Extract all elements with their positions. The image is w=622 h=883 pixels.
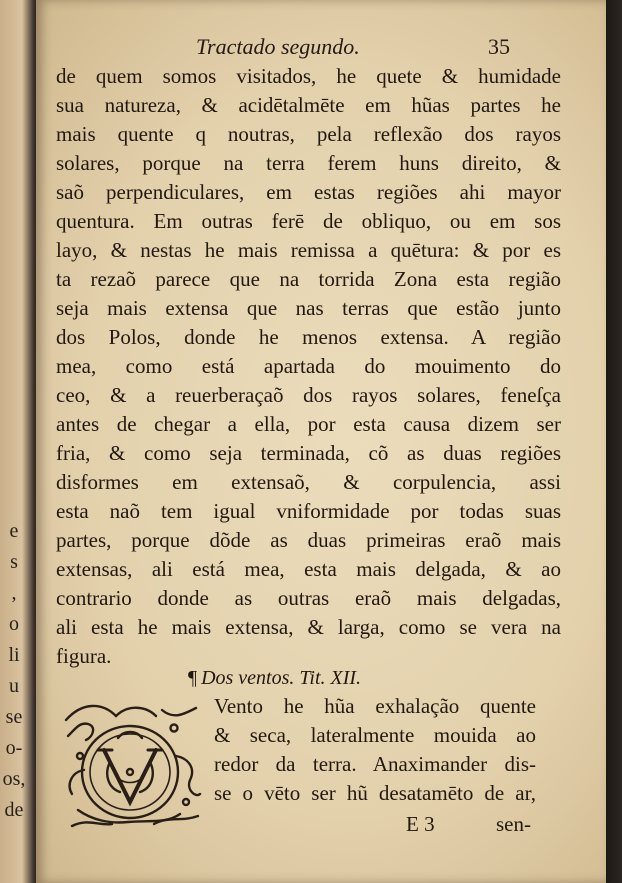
margin-fragment: li	[8, 644, 20, 666]
text-line: redor da terra. Anaximander dis-	[214, 752, 536, 776]
page-number: 35	[488, 34, 510, 59]
margin-fragment: o-	[5, 737, 23, 759]
section-heading-text: Dos ventos. Tit. XII.	[201, 667, 362, 689]
margin-fragment: o	[9, 613, 19, 635]
catchword: sen-	[496, 812, 531, 836]
margin-fragment: u	[9, 675, 19, 697]
text-line: antes de chegar a ella, por esta causa dizem ser	[56, 412, 561, 436]
text-line: mea, como está apartada do mouimento do	[56, 354, 561, 378]
decorated-initial-ornament	[58, 698, 208, 832]
text-line: de quem somos visitados, he quete & humidade	[56, 64, 561, 88]
text-line: partes, porque dõde as duas primeiras eraõ mais	[56, 528, 561, 552]
text-line: esta naõ tem igual vniformidade por todas suas	[56, 499, 561, 523]
text-line: mais quente q noutras, pela reflexão dos rayos	[56, 122, 561, 146]
text-line: saõ perpendiculares, em estas regiões ahi mayor	[56, 180, 561, 204]
signature-mark: E 3	[406, 812, 435, 836]
right-page-edge	[606, 0, 622, 883]
running-head: Tractado segundo.	[196, 34, 360, 59]
margin-fragment: ,	[11, 582, 17, 604]
text-line: extensas, ali está mea, esta mais delgada, & ao	[56, 557, 561, 581]
margin-fragment: de	[4, 799, 24, 821]
body-text	[56, 62, 561, 671]
book-page	[36, 0, 606, 883]
pilcrow-mark: ¶	[188, 667, 198, 689]
text-line: solares, porque na terra ferem huns direito, &	[56, 151, 561, 175]
text-line: & seca, lateralmente mouida ao	[214, 723, 536, 747]
text-line: Vento he hũa exhalação quente	[214, 694, 536, 718]
margin-fragment: os,	[2, 768, 26, 790]
text-line: disformes em extensaõ, & corpulencia, assi	[56, 470, 561, 494]
text-line: ali esta he mais extensa, & larga, como se vera na	[56, 615, 561, 639]
text-line: layo, & nestas he mais remissa a quētura: & por es	[56, 238, 561, 262]
text-line: figura.	[56, 644, 112, 668]
text-line: ceo, & a reuerberaçaõ dos rayos solares, feneſça	[56, 383, 561, 407]
text-line: ta rezaõ parece que na torrida Zona esta região	[56, 267, 561, 291]
section-heading	[188, 667, 361, 690]
text-line: contrario donde as outras eraõ mais delgadas,	[56, 586, 561, 610]
text-line: quentura. Em outras ferē de obliquo, ou em sos	[56, 209, 561, 233]
margin-fragment: se	[5, 706, 23, 728]
text-line: dos Polos, donde he menos extensa. A região	[56, 325, 561, 349]
margin-fragment: s	[10, 551, 18, 573]
text-line: seja mais extensa que nas terras que estão junto	[56, 296, 561, 320]
paragraph-after-initial	[214, 692, 536, 808]
text-line: sua natureza, & acidētalmēte em hũas partes he	[56, 93, 561, 117]
text-line: se o vēto ser hũ desatamēto de ar,	[214, 781, 536, 805]
margin-fragment: e	[9, 520, 19, 542]
text-line: fria, & como seja terminada, cõ as duas regiões	[56, 441, 561, 465]
